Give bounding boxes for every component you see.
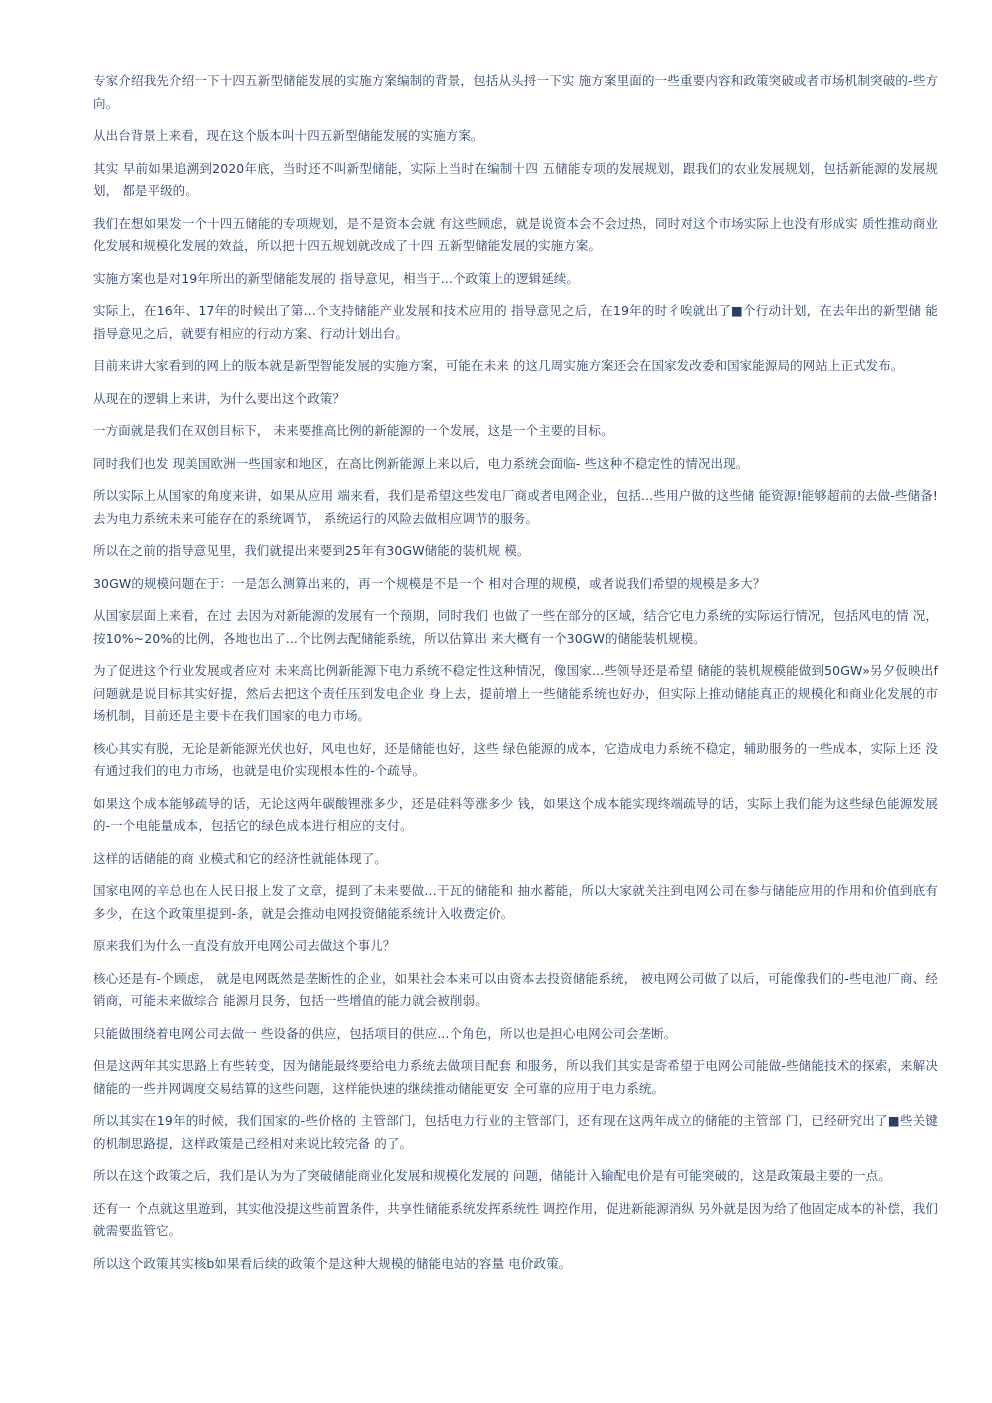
paragraph-4: 我们在想如果发一个十四五储能的专项规划，是不是资本会就 有这些顾虑，就是说资本会不会过热，同时对这个市场实际上也没有形成实 质性推动商业化发展和规模化发展的效益，所以把十四五规划就改成了十四 五新型储能发展的实施方案。 xyxy=(93,215,938,253)
paragraph-11: 所以实际上从国家的角度来讲，如果从应用 端来看，我们是希望这些发电厂商或者电网企业，包括...些用户做的这些储 能资源!能够超前的去做-些储备!去为电力系统未来可能存在的系统调节， 系统运行的风险去做相应调节的服务。 xyxy=(93,488,938,526)
paragraph-13: 30GW的规模问题在于：一是怎么测算出来的，再一个规模是不是一个 相对合理的规模，或者说我们希望的规模是多大？ xyxy=(93,575,766,591)
paragraph-10: 同时我们也发 现美国欧洲一些国家和地区，在高比例新能源上来以后，电力系统会面临- 些这种不稳定性的情况出现。 xyxy=(93,455,749,471)
paragraph-3: 其实 早前如果追溯到2020年底，当时还不叫新型储能，实际上当时在编制十四 五储能专项的发展规划，跟我们的农业发展规划，包括新能源的发展规划， 都是平级的。 xyxy=(93,160,938,198)
paragraph-23: 但是这两年其实思路上有些转变，因为储能最终要给电力系统去做项目配套 和服务，所以我们其实是寄希望于电网公司能做-些储能技术的探索，来解决 储能的一些并网调度交易结算的这些问题，这样能快速的继续推动储能更安 全可靠的应用于电力系统。 xyxy=(93,1058,938,1096)
paragraph-15: 为了促进这个行业发展或者应对 未来高比例新能源下电力系统不稳定性这种情况，像国家...些领导还是希望 储能的装机规模能做到50GW»另夕仮映出f问题就是说目标其实好提，然后去把这个责任压到发电企业 身上去，提前增上一些储能系统也好办，但实际上推动储能真正的规模化和商业化发展的市场机制，目前还是主要卡在我们国家的电力市场。 xyxy=(93,663,938,723)
paragraph-6: 实际上，在16年、17年的时候出了第...个支持储能产业发展和技术应用的 指导意见之后，在19年的时彳唉就出了■个行动计划，在去年出的新型储 能指导意见之后，就要有相应的行动方案、行动计划出台。 xyxy=(93,303,938,341)
paragraph-24: 所以其实在19年的时候，我们国家的-些价格的 主管部门，包括电力行业的主管部门，还有现在这两年成立的储能的主管部 门，已经研究出了■些关键的机制思路提，这样政策是己经相对来说比较完备 的了。 xyxy=(93,1113,938,1151)
paragraph-8: 从现在的逻辑上来讲，为什么要出这个政策？ xyxy=(93,390,346,406)
paragraph-25: 所以在这个政策之后，我们是认为为了突破储能商业化发展和规模化发展的 问题，储能计入输配电价是有可能突破的，这是政策最主要的一点。 xyxy=(93,1168,891,1183)
paragraph-9: 一方面就是我们在双创目标下， 未来要推高比例的新能源的一个发展，这是一个主要的目标。 xyxy=(93,423,614,438)
paragraph-21: 核心还是有-个顾虑， 就是电网既然是垄断性的企业，如果社会本来可以由资本去投资储能系统， 被电网公司做了以后，可能像我们的-些电池厂商、经销商，可能未来做综合 能源月艮务，包括一些增值的能力就会被削弱。 xyxy=(93,970,938,1008)
paragraph-17: 如果这个成本能够疏导的话，无论这两年碳酸锂涨多少，还是硅料等涨多少 钱，如果这个成本能实现终端疏导的话，实际上我们能为这些绿色能源发展 的-一个电能量成本，包括它的绿色成本进行相应的支付。 xyxy=(93,795,938,833)
paragraph-27: 所以这个政策其实核b如果看后续的政策个是这种大规模的储能电站的容量 电价政策。 xyxy=(93,1255,572,1271)
paragraph-20: 原来我们为什么一直没有放开电网公司去做这个事儿？ xyxy=(93,938,396,953)
document-body xyxy=(93,70,938,1285)
paragraph-14: 从国家层面上来看，在过 去因为对新能源的发展有一个预期，同时我们 也做了一些在部分的区域，结合它电力系统的实际运行情况，包括风电的情 况，按10%~20%的比例，各地也出了...个比例去配储能系统，所以估算出 来大概有一个30GW的储能装机规模。 xyxy=(93,608,938,646)
paragraph-2: 从出台背景上来看，现在这个版本叫十四五新型储能发展的实施方案。 xyxy=(93,128,484,143)
paragraph-12: 所以在之前的指导意见里，我们就提出来要到25年有30GW储能的装机规 模。 xyxy=(93,543,530,558)
paragraph-19: 国家电网的辛总也在人民日报上发了文章，提到了未来要做...干瓦的储能和 抽水蓄能，所以大家就关注到电网公司在参与储能应用的作用和价值到底有 多少，在这个政策里提到-条，就是会推动电网投资储能系统计入收费定价。 xyxy=(93,883,938,921)
paragraph-16: 核心其实有脱，无论是新能源光伏也好，风电也好，还是储能也好，这些 绿色能源的成本，它造成电力系统不稳定，辅助服务的一些成本，实际上还 没有通过我们的电力市场，也就是电价实现根本性的-个疏导。 xyxy=(93,740,938,778)
paragraph-7: 目前来讲大家看到的网上的版本就是新型智能发展的实施方案，可能在未来 的这几周实施方案还会在国家发改委和国家能源局的网站上正式发布。 xyxy=(93,358,904,373)
paragraph-5: 实施方案也是对19年所出的新型储能发展的 指导意见，相当于...个政策上的逻辑延续。 xyxy=(93,270,580,286)
paragraph-18: 这样的话储能的商 业模式和它的经济性就能体现了。 xyxy=(93,850,387,866)
paragraph-26: 还有一 个点就这里遊到，其实他没提这些前置条件，共享性储能系统发挥系统性 调控作用，促进新能源消纵 另外就是因为给了他固定成本的补偿，我们就需要监管它。 xyxy=(93,1200,938,1238)
paragraph-22: 只能做围绕着电网公司去做一 些设备的供应，包括项目的供应...个角色，所以也是担心电网公司会垄断。 xyxy=(93,1025,677,1041)
paragraph-1: 专家介绍我先介绍一下十四五新型储能发展的实施方案编制的背景，包括从头捋一下实 施方案里面的一些重要内容和政策突破或者市场机制突破的-些方向。 xyxy=(93,73,938,111)
